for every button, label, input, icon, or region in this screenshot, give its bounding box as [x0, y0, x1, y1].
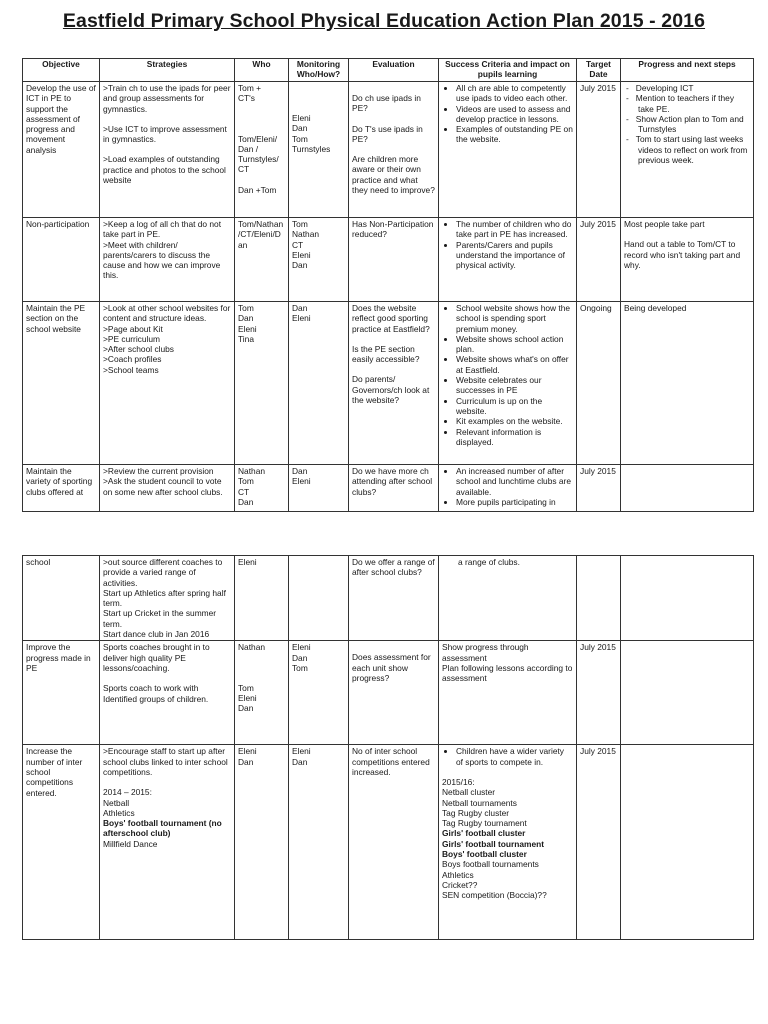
who-cell: [235, 465, 289, 512]
progress-cell: Being developed: [621, 302, 754, 465]
list-item: - Show Action plan to Tom and Turnstyles: [626, 113, 744, 135]
objective-cell: Increase the number of inter school competitions entered.: [23, 745, 100, 940]
cell-line: Boys' football tournament (no afterschool club): [103, 818, 225, 839]
cell-line: a range of clubs.: [458, 557, 520, 567]
list-item: - Mention to teachers if they take PE.: [626, 93, 735, 114]
cell-line: Boys' football cluster: [442, 849, 527, 860]
objective-cell: Maintain the PE section on the school website: [23, 302, 100, 465]
monitoring-cell: [289, 556, 349, 641]
header-evaluation: Evaluation: [349, 59, 439, 82]
cell-line: >School teams: [103, 364, 159, 375]
cell-line: SEN competition (Boccia)??: [442, 890, 547, 901]
cell-line: Nathan: [238, 466, 266, 476]
cell-line: Turnstyles: [292, 143, 331, 154]
list-item: • Parents/Carers and pupils understand the importance of physical activity.: [456, 240, 573, 271]
list-item: • More pupils participating in: [456, 497, 573, 507]
cell-line: >Ask the student council to vote on some new after school clubs.: [103, 476, 224, 497]
evaluation-cell: Do we offer a range of after school clubs?: [349, 556, 439, 641]
cell-line: Tom: [238, 476, 254, 487]
header-target-date: Target Date: [577, 59, 621, 82]
cell-line: Dan: [292, 466, 308, 476]
cell-line: Athletics: [103, 807, 135, 818]
target-date-cell: July 2015: [577, 218, 621, 302]
list-item: • Relevant information is displayed.: [456, 427, 573, 448]
cell-line: Athletics: [442, 869, 474, 880]
success-cell: [439, 556, 577, 641]
evaluation-cell: Do we have more ch attending after school clubs?: [349, 465, 439, 512]
who-cell: [235, 82, 289, 218]
strategies-cell: [100, 465, 235, 512]
strategies-cell: [100, 641, 235, 745]
cell-line: Netball tournaments: [442, 797, 517, 808]
target-date-cell: Ongoing: [577, 302, 621, 465]
cell-line: Tom: [238, 303, 254, 313]
cell-line: >Encourage staff to start up after school clubs linked to inter school competitions.: [103, 746, 231, 777]
cell-line: Tom: [292, 133, 308, 144]
who-cell: [235, 302, 289, 465]
cell-line: Tom: [292, 219, 308, 229]
progress-cell: [621, 745, 754, 940]
cell-line: Does the website reflect good sporting practice at Eastfield?: [352, 303, 431, 334]
cell-line: Eleni: [292, 642, 311, 653]
cell-line: Sports coaches brought in to deliver high quality PE lessons/coaching.: [103, 642, 212, 673]
cell-line: Does assessment for each unit show progress?: [352, 652, 433, 683]
monitoring-cell: [289, 218, 349, 302]
page-title: Eastfield Primary School Physical Education Action Plan 2015 - 2016: [62, 10, 706, 32]
monitoring-cell: [289, 465, 349, 512]
cell-line: Dan: [292, 756, 308, 767]
cell-line: Do parents/ Governors/ch look at the website?: [352, 374, 432, 406]
list-item: • Children have a wider variety of sports to compete in.: [456, 746, 573, 767]
success-cell: [439, 465, 577, 512]
cell-line: >After school clubs: [103, 344, 174, 355]
list-item: • Videos are used to assess and develop practice in lessons.: [456, 104, 573, 125]
objective-cell: Develop the use of ICT in PE to support the assessment of progress and movement analysis: [23, 82, 100, 218]
cell-line: Is the PE section easily accessible?: [352, 343, 420, 365]
header-who: Who: [235, 59, 289, 82]
cell-line: CT: [292, 239, 304, 250]
progress-cell: [621, 641, 754, 745]
header-success-criteria: Success Criteria and impact on pupils learning: [439, 59, 577, 82]
cell-line: Eleni: [238, 746, 257, 757]
cell-line: Dan: [292, 303, 308, 313]
list-item: • All ch are able to competently use ipads to video each other.: [456, 83, 573, 104]
cell-line: Tag Rugby cluster: [442, 807, 510, 818]
cell-line: Cricket??: [442, 879, 478, 890]
cell-line: Tom: [292, 662, 308, 673]
cell-line: >Use ICT to improve assessment in gymnastics.: [103, 123, 230, 145]
who-cell: Tom/Nathan/CT/Eleni/Dan: [235, 218, 289, 302]
cell-line: Start up Cricket in the summer term.: [103, 608, 219, 629]
cell-line: Most people take part: [624, 219, 705, 229]
list-item: - Developing ICT: [626, 83, 694, 93]
monitoring-cell: [289, 641, 349, 745]
cell-line: CT: [238, 486, 250, 497]
list-item: • Website celebrates our successes in PE: [456, 375, 573, 396]
cell-line: Eleni: [292, 313, 311, 324]
cell-line: >PE curriculum: [103, 333, 161, 344]
action-plan-table-page-1: [22, 58, 754, 512]
cell-line: Dan: [238, 756, 254, 767]
success-cell: [439, 641, 577, 745]
cell-line: Eleni: [292, 746, 311, 757]
cell-line: >Meet with children/ parents/carers to discuss the cause and how we can improve this.: [103, 239, 223, 281]
cell-line: Do T's use ipads in PE?: [352, 123, 426, 144]
target-date-cell: [577, 556, 621, 641]
cell-line: Nathan: [238, 642, 266, 653]
cell-line: >Page about Kit: [103, 323, 163, 334]
cell-line: Eleni: [292, 249, 311, 260]
cell-line: Dan +Tom: [238, 184, 277, 195]
target-date-cell: July 2015: [577, 745, 621, 940]
evaluation-cell: No of inter school competitions entered increased.: [349, 745, 439, 940]
cell-line: Plan following lessons according to assessment: [442, 662, 575, 684]
table-row: [23, 302, 754, 465]
cell-line: Netball cluster: [442, 787, 496, 798]
cell-line: >Train ch to use the ipads for peer and group assessments for gymnastics.: [103, 83, 233, 114]
cell-line: Sports coach to work with Identified groups of children.: [103, 683, 209, 704]
cell-line: Start up Athletics after spring half term.: [103, 587, 229, 609]
list-item: • School website shows how the school is spending sport premium money.: [456, 303, 573, 334]
cell-line: Tom: [238, 682, 254, 693]
cell-line: Start dance club in Jan 2016: [103, 629, 210, 640]
cell-line: Are children more aware or their own practice and what they need to improve?: [352, 154, 435, 196]
list-item: • Curriculum is up on the website.: [456, 396, 573, 417]
table-row: [23, 218, 754, 302]
progress-cell: [621, 556, 754, 641]
target-date-cell: July 2015: [577, 82, 621, 218]
strategies-cell: [100, 302, 235, 465]
cell-line: CT: [238, 164, 250, 175]
success-cell: [439, 745, 577, 940]
monitoring-cell: [289, 745, 349, 940]
header-progress: Progress and next steps: [621, 59, 754, 82]
progress-cell: [621, 465, 754, 512]
objective-cell: Non-participation: [23, 218, 100, 302]
strategies-cell: [100, 218, 235, 302]
objective-cell: Improve the progress made in PE: [23, 641, 100, 745]
objective-cell: Maintain the variety of sporting clubs offered at: [23, 465, 100, 512]
who-cell: Eleni: [235, 556, 289, 641]
list-item: - Tom to start using last weeks videos to reflect on work from previous week.: [626, 134, 748, 166]
cell-line: Show progress through assessment: [442, 642, 531, 663]
cell-line: >Coach profiles: [103, 354, 162, 365]
cell-line: Tom +: [238, 83, 262, 93]
progress-cell: [621, 82, 754, 218]
table-row: [23, 556, 754, 641]
cell-line: 2015/16:: [442, 776, 475, 787]
cell-line: Dan /: [238, 143, 259, 154]
strategies-cell: [100, 745, 235, 940]
cell-line: Girls' football cluster: [442, 828, 526, 839]
cell-line: Eleni: [238, 692, 257, 703]
cell-line: Millfield Dance: [103, 838, 158, 849]
strategies-cell: [100, 556, 235, 641]
cell-line: Dan: [238, 496, 254, 507]
cell-line: Do ch use ipads in PE?: [352, 93, 424, 114]
monitoring-cell: [289, 302, 349, 465]
header-monitoring: Monitoring Who/How?: [289, 59, 349, 82]
target-date-cell: July 2015: [577, 641, 621, 745]
cell-line: Tina: [238, 333, 254, 344]
cell-line: Tag Rugby tournament: [442, 818, 527, 829]
evaluation-cell: [349, 302, 439, 465]
cell-line: Nathan: [292, 229, 320, 240]
success-cell: [439, 82, 577, 218]
cell-line: Dan: [292, 123, 308, 134]
list-item: • The number of children who do take part in PE has increased.: [456, 219, 573, 240]
header-objective: Objective: [23, 59, 100, 82]
cell-line: Dan: [238, 703, 254, 714]
who-cell: [235, 745, 289, 940]
cell-line: Eleni: [238, 323, 257, 334]
action-plan-table-page-2: [22, 555, 754, 940]
evaluation-cell: [349, 82, 439, 218]
cell-line: 2014 – 2015:: [103, 787, 152, 798]
evaluation-cell: [349, 641, 439, 745]
target-date-cell: July 2015: [577, 465, 621, 512]
table-row: [23, 745, 754, 940]
cell-line: >Look at other school websites for content and structure ideas.: [103, 303, 233, 324]
cell-line: Eleni: [292, 113, 311, 123]
evaluation-cell: Has Non-Participation reduced?: [349, 218, 439, 302]
success-cell: [439, 218, 577, 302]
table-row: [23, 465, 754, 512]
list-item: • Examples of outstanding PE on the website.: [456, 124, 573, 145]
cell-line: Dan: [238, 313, 254, 324]
table-row: [23, 82, 754, 218]
cell-line: CT's: [238, 93, 255, 104]
strategies-cell: [100, 82, 235, 218]
header-row: [23, 59, 754, 82]
cell-line: Hand out a table to Tom/CT to record who isn't taking part and why.: [624, 239, 743, 270]
cell-line: Boys football tournaments: [442, 859, 539, 870]
list-item: • An increased number of after school and lunchtime clubs are available.: [456, 466, 573, 497]
success-cell: [439, 302, 577, 465]
list-item: • Website shows school action plan.: [456, 334, 573, 355]
table-row: [23, 641, 754, 745]
cell-line: Eleni: [292, 476, 311, 487]
objective-cell: school: [23, 556, 100, 641]
cell-line: Dan: [292, 652, 308, 663]
cell-line: Turnstyles/: [238, 154, 279, 165]
cell-line: Tom/Eleni/: [238, 133, 278, 144]
cell-line: >Review the current provision: [103, 466, 214, 476]
progress-cell: [621, 218, 754, 302]
cell-line: Dan: [292, 260, 308, 271]
list-item: • Kit examples on the website.: [456, 416, 573, 426]
cell-line: >Load examples of outstanding practice and photos to the school website: [103, 154, 229, 186]
who-cell: [235, 641, 289, 745]
list-item: • Website shows what's on offer at Eastfield.: [456, 354, 573, 375]
cell-line: >Keep a log of all ch that do not take part in PE.: [103, 219, 224, 240]
cell-line: Girls' football tournament: [442, 838, 545, 849]
cell-line: >out source different coaches to provide a varied range of activities.: [103, 557, 225, 588]
monitoring-cell: [289, 82, 349, 218]
cell-line: Netball: [103, 797, 130, 808]
header-strategies: Strategies: [100, 59, 235, 82]
